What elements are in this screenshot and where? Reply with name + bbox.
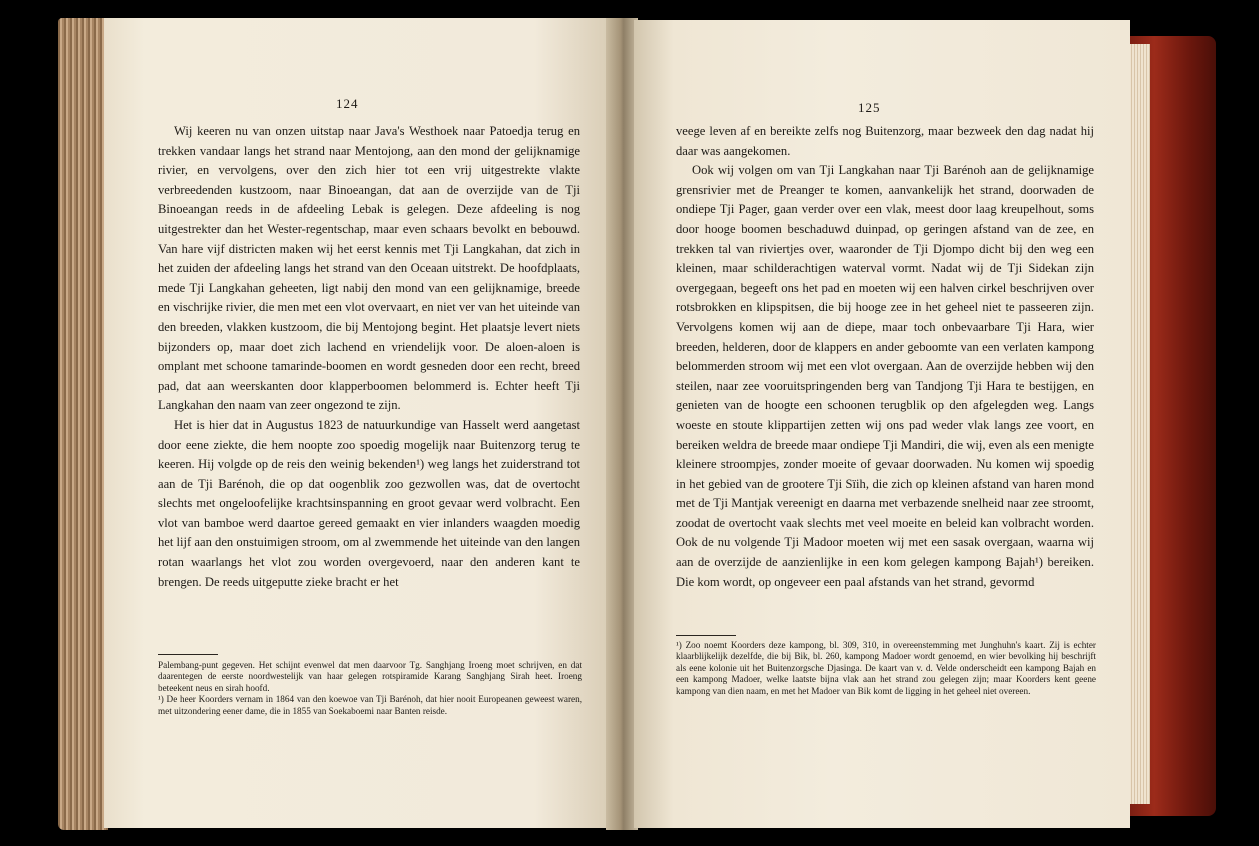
footnote: ¹) De heer Koorders vernam in 1864 van den koewoe van Tji Barénoh, dat hier nooit Europeanen geweest waren, met uitzondering eener dame, die in 1855 van Soekaboemi naar Banten reisde. xyxy=(158,694,582,716)
footnote-rule xyxy=(676,635,736,636)
right-page-body xyxy=(676,122,1094,592)
book-page-edges-left xyxy=(58,18,108,830)
right-page xyxy=(634,20,1130,828)
page-number-left: 124 xyxy=(336,96,359,111)
left-page-body xyxy=(158,122,580,592)
book-page-edges-right xyxy=(1128,44,1150,804)
page-number-right: 125 xyxy=(858,100,881,115)
paragraph: Ook wij volgen om van Tji Langkahan naar Tji Barénoh aan de gelijknamige grensrivier met de Preanger te komen, aanvankelijk het strand, doorwaden de ondiepe Tji Pager, gaan verder over een vlak, meest door laag kreupelhout, soms door hooge boomen beschaduwd duinpad, op geringen afstand van de zee, en trekken tal van riviertjes over, waaronder de Tji Djompo dicht bij den weg een kleinen, maar schilderachtigen waterval vormt. Nadat wij de Tji Sidekan zijn overgegaan, begeeft ons het pad en moeten wij een halven cirkel beschrijven over rotsbrokken en klipspitsen, die bij hooge zee in het geheel niet te passeeren zijn. Vervolgens komen wij aan de diepe, maar toch onbevaarbare Tji Hara, wier breeden, helderen, door de klappers en ander geboomte van een verlaten kampong belommerden stroom wij met een vlot overgaan. Aan de overzijde hebben wij den steilen, naar zee vooruitspringenden berg van Tandjong Tji Hara te bestijgen, en genieten van de hoogte een schoonen terugblik op den afgelegden weg. Langs woeste en stoute klippartijen zetten wij ons pad weder vlak langs zee voort, en bereiken weldra de breede maar ondiepe Tji Mandiri, die wij, even als een menigte kleinere stroompjes, zonder moeite of gevaar doorwaden. Nu komen wij spoedig in het gebied van de grootere Tji Sïih, die zich op kleinen afstand van haren mond met de Tji Mantjak vereenigt en daarna met verbazende snelheid naar zee stroomt, zoodat de overtocht vaak slechts met veel moeite en beleid kan volbracht worden. Ook de nu volgende Tji Madoor moeten wij met een sasak overgaan, waarna wij aan de overzijde de aanzienlijke in een kom gelegen kampong Bajah¹) bereiken. Die kom wordt, op ongeveer een paal afstands van het strand, gevormd xyxy=(676,163,1094,589)
footnote: ¹) Zoo noemt Koorders deze kampong, bl. 309, 310, in overeenstemming met Junghuhn's kaart. Zij is echter klaarblijkelijk dezelfde, die bij Bik, bl. 260, kampong Madoer wordt genoemd, en wier bevolking hij beschrijft als eene kolonie uit het Buitenzorgsche Djasinga. De kaart van v. d. Velde onderscheidt een kampong Bajah en een kampong Madoer, welke laatste bijna vlak aan het strand zou gelegen zijn; maar Koorders kent geene kampong van dien naam, en met het Madoer van Bik komt de ligging in het geheel niet overeen. xyxy=(676,640,1096,696)
footnote: Palembang-punt gegeven. Het schijnt evenwel dat men daarvoor Tg. Sanghjang Iroeng moet schrijven, en dat daarentegen de eerste noordwestelijk van haar gelegen rotspiramide Karang Sanghjang Sirah heet. Iroeng beteekent neus en sirah hoofd. xyxy=(158,660,582,693)
left-page xyxy=(104,18,610,828)
left-footnotes xyxy=(158,660,582,717)
book-cover-right xyxy=(1128,36,1216,816)
footnote-rule xyxy=(158,654,218,655)
right-footnotes xyxy=(676,640,1096,697)
paragraph: Wij keeren nu van onzen uitstap naar Java's Westhoek naar Patoedja terug en trekken vandaar langs het strand naar Mentojong, aan den mond der gelijknamige rivier, en vervolgens, over den zich hier tot een vrij uitgestrekte vlakte verbreedenden kustzoom, naar Binoeangan, dat aan de overzijde van de Tji Binoeangan reeds in de afdeeling Lebak is gelegen. Deze afdeeling is nog uitgestrekter dan het Wester-regentschap, maar even schaars bevolkt en bebouwd. Van hare vijf districten maken wij het eerst kennis met Tji Langkahan, dat zich in het zuiden der afdeeling langs het strand van den Oceaan uitstrekt. De hoofdplaats, mede Tji Langkahan geheeten, ligt nabij den mond van een gelijknamige, breede en vischrijke rivier, die men met een vlot overvaart, en niet ver van het uiteinde van den breeden, vlakken kustzoom, die bij Mentojong begint. Het plaatsje levert niets bijzonders op, maar doet zich lachend en vriendelijk voor. De aloen-aloen is omplant met schoone tamarinde-boomen en wordt gesneden door een recht, breed pad, dat aan weerskanten door klapperboomen belommerd is. Echter heeft Tji Langkahan den naam van zeer ongezond te zijn. xyxy=(158,124,580,413)
paragraph: Het is hier dat in Augustus 1823 de natuurkundige van Hasselt werd aangetast door eene ziekte, die hem noopte zoo spoedig mogelijk naar Buitenzorg terug te keeren. Hij volgde op de reis den weinig bekenden¹) weg langs het zuiderstrand tot aan de Tji Barénoh, die op dat oogenblik zoo gezwollen was, dat de overtocht slechts met ongeloofelijke krachtsinspanning en groot gevaar werd volbracht. Een vlot van bamboe werd daartoe gereed gemaakt en vier inlanders waagden moedig het lijf aan den onstuimigen stroom, om al zwemmende het uiteinde van den langen rotan waarlangs het vlot zou worden overgevoerd, naar den anderen kant te brengen. De reeds uitgeputte zieke bracht er het xyxy=(158,417,580,589)
paragraph: veege leven af en bereikte zelfs nog Buitenzorg, maar bezweek den dag nadat hij daar was aangekomen. xyxy=(676,124,1094,158)
